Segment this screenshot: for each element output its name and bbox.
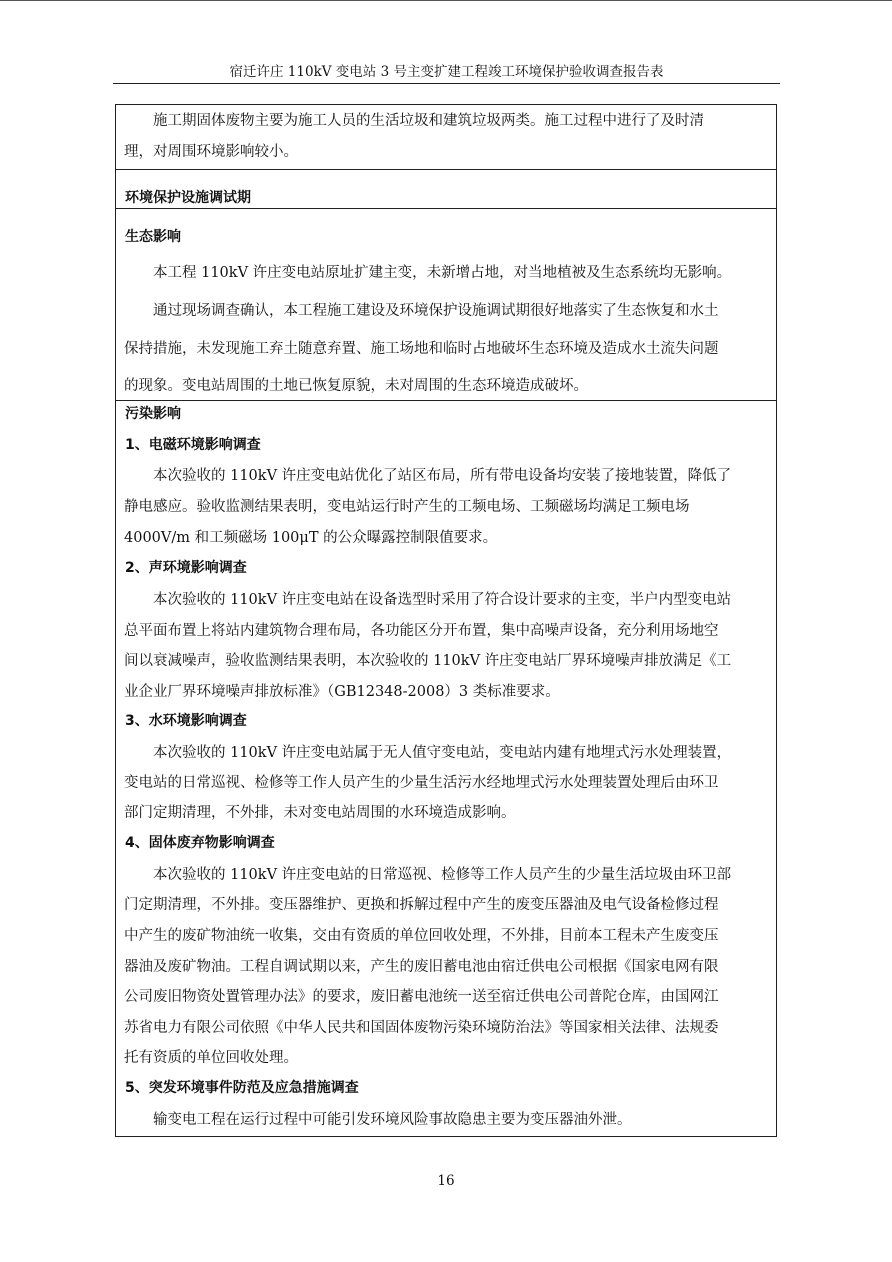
paragraph-line: 托有资质的单位回收处理。 <box>124 1050 298 1066</box>
paragraph-line: 静电感应。验收监测结果表明，变电站运行时产生的工频电场、工频磁场均满足工频电场 <box>124 499 690 515</box>
paragraph-line: 本次验收的 110kV 许庄变电站在设备选型时采用了符合设计要求的主变，半户内型变电站 <box>153 592 732 608</box>
solid-waste-heading: 4、固体废弃物影响调查 <box>125 835 275 851</box>
paragraph-line: 变电站的日常巡视、检修等工作人员产生的少量生活污水经地埋式污水处理装置处理后由环卫 <box>124 775 719 791</box>
pollution-section <box>115 400 777 1137</box>
paragraph-line: 本工程 110kV 许庄变电站原址扩建主变，未新增占地，对当地植被及生态系统均无影响。 <box>153 265 732 281</box>
emergency-heading: 5、突发环境事件防范及应急措施调查 <box>125 1080 359 1096</box>
paragraph-line: 门定期清理，不外排。变压器维护、更换和拆解过程中产生的废变压器油及电气设备检修过程 <box>124 897 719 913</box>
ecology-heading: 生态影响 <box>125 229 181 245</box>
ecology-section <box>115 208 777 401</box>
header-rule <box>113 83 780 84</box>
paragraph-line: 4000V/m 和工频磁场 100μT 的公众曝露控制限值要求。 <box>124 530 498 546</box>
paragraph-line: 中产生的废矿物油统一收集，交由有资质的单位回收处理，不外排，目前本工程未产生废变压 <box>124 928 719 944</box>
report-header-title: 宿迁许庄 110kV 变电站 3 号主变扩建工程竣工环境保护验收调查报告表 <box>229 64 664 80</box>
commissioning-heading: 环境保护设施调试期 <box>125 190 251 206</box>
paragraph-line: 保持措施，未发现施工弃土随意弃置、施工场地和临时占地破坏生态环境及造成水土流失问题 <box>124 341 719 357</box>
paragraph-line: 苏省电力有限公司依照《中华人民共和国固体废物污染环境防治法》等国家相关法律、法规委 <box>124 1020 719 1036</box>
paragraph-line: 理，对周围环境影响较小。 <box>124 144 298 160</box>
paragraph-line: 公司废旧物资处置管理办法》的要求，废旧蓄电池统一送至宿迁供电公司普陀仓库，由国网江 <box>124 989 719 1005</box>
paragraph-line: 通过现场调查确认，本工程施工建设及环境保护设施调试期很好地落实了生态恢复和水土 <box>153 303 719 319</box>
pollution-heading: 污染影响 <box>125 406 181 422</box>
paragraph-line: 间以衰减噪声，验收监测结果表明，本次验收的 110kV 许庄变电站厂界环境噪声排放满足《工 <box>124 653 732 669</box>
paragraph-line: 输变电工程在运行过程中可能引发环境风险事故隐患主要为变压器油外泄。 <box>153 1112 632 1128</box>
paragraph-line: 器油及废矿物油。工程自调试期以来，产生的废旧蓄电池由宿迁供电公司根据《国家电网有限 <box>124 959 719 975</box>
em-heading: 1、电磁环境影响调查 <box>125 437 261 453</box>
paragraph-line: 本次验收的 110kV 许庄变电站优化了站区布局，所有带电设备均安装了接地装置，降低了 <box>153 468 732 484</box>
construction-waste-section <box>115 104 777 170</box>
noise-heading: 2、声环境影响调查 <box>125 560 247 576</box>
paragraph-line: 部门定期清理，不外排，未对变电站周围的水环境造成影响。 <box>124 805 516 821</box>
water-heading: 3、水环境影响调查 <box>125 713 247 729</box>
page-number: 16 <box>437 1173 455 1189</box>
paragraph-line: 施工期固体废物主要为施工人员的生活垃圾和建筑垃圾两类。施工过程中进行了及时清 <box>153 113 704 129</box>
paragraph-line: 总平面布置上将站内建筑物合理布局，各功能区分开布置，集中高噪声设备，充分利用场地空 <box>124 623 719 639</box>
page-top-border <box>0 0 892 1</box>
commissioning-heading-section <box>115 169 777 209</box>
paragraph-line: 业企业厂界环境噪声排放标准》（GB12348-2008）3 类标准要求。 <box>124 684 560 700</box>
paragraph-line: 本次验收的 110kV 许庄变电站的日常巡视、检修等工作人员产生的少量生活垃圾由环卫部 <box>153 867 732 883</box>
paragraph-line: 本次验收的 110kV 许庄变电站属于无人值守变电站，变电站内建有地埋式污水处理装置， <box>153 745 732 761</box>
paragraph-line: 的现象。变电站周围的土地已恢复原貌，未对周围的生态环境造成破坏。 <box>124 378 588 394</box>
